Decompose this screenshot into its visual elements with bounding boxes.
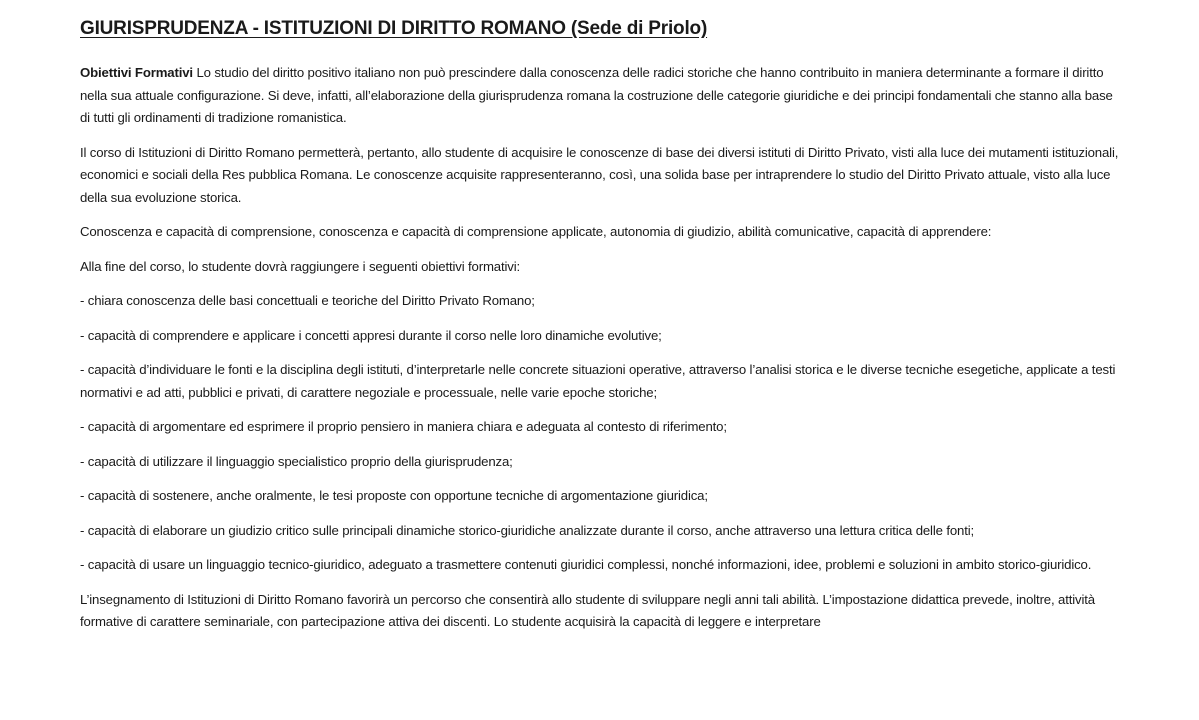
intro-paragraph <box>80 62 1120 130</box>
list-item-objective: - capacità di usare un linguaggio tecnico-giuridico, adeguato a trasmettere contenuti giuridici complessi, nonché informazioni, idee, problemi e soluzioni in ambito storico-giuridico. <box>80 557 1092 572</box>
paragraph-course-description: Il corso di Istituzioni di Diritto Romano permetterà, pertanto, allo studente di acquisire le conoscenze di base dei diversi istituti di Diritto Privato, visti alla luce dei mutamenti istituzionali, economici e sociali della Res pubblica Romana. Le conoscenze acquisite rappresenteranno, così, una solida base per intraprendere lo studio del Diritto Privato attuale, visto alla luce della sua evoluzione storica. <box>80 144 1119 205</box>
intro-text: Lo studio del diritto positivo italiano non può prescindere dalla conoscenza delle radici storiche che hanno contribuito in maniera determinante a formare il diritto nella sua attuale configurazione. Si deve, infatti, all’elaborazione della giurisprudenza romana la costruzione delle categorie giuridiche e dei principi fondamentali che stanno alla base di tutti gli ordinamenti di tradizione romanistica. <box>80 65 1113 125</box>
list-item-objective: - capacità di utilizzare il linguaggio specialistico proprio della giurisprudenza; <box>80 453 513 469</box>
intro-lead: Obiettivi Formativi <box>80 65 193 80</box>
page-title: GIURISPRUDENZA - ISTITUZIONI DI DIRITTO ROMANO (Sede di Priolo) <box>80 18 708 39</box>
paragraph-teaching-method: L’insegnamento di Istituzioni di Diritto Romano favorirà un percorso che consentirà allo studente di sviluppare negli anni tali abilità. L’impostazione didattica prevede, inoltre, attività formative di carattere seminariale, con partecipazione attiva dei discenti. Lo studente acquisirà la capacità di leggere e interpretare <box>80 591 1095 629</box>
document-page <box>80 18 1120 646</box>
list-item-objective: - capacità di comprendere e applicare i concetti appresi durante il corso nelle loro dinamiche evolutive; <box>80 327 662 343</box>
paragraph-objectives-intro: Alla fine del corso, lo studente dovrà raggiungere i seguenti obiettivi formativi: <box>80 258 520 274</box>
list-item-objective: - chiara conoscenza delle basi concettuali e teoriche del Diritto Privato Romano; <box>80 293 535 308</box>
list-item-objective: - capacità di sostenere, anche oralmente, le tesi proposte con opportune tecniche di argomentazione giuridica; <box>80 488 708 503</box>
list-item-objective: - capacità di argomentare ed esprimere il proprio pensiero in maniera chiara e adeguata al contesto di riferimento; <box>80 419 727 434</box>
list-item-objective: - capacità d’individuare le fonti e la disciplina degli istituti, d’interpretarle nelle concrete situazioni operative, attraverso l’analisi storica e le diverse tecniche esegetiche, applicate a testi normativi e ad atti, pubblici e privati, di carattere negoziale e processuale, nelle varie epoche storiche; <box>80 362 1116 400</box>
paragraph-competences: Conoscenza e capacità di comprensione, conoscenza e capacità di comprensione applicate, autonomia di giudizio, abilità comunicative, capacità di apprendere: <box>80 224 992 239</box>
list-item-objective: - capacità di elaborare un giudizio critico sulle principali dinamiche storico-giuridiche analizzate durante il corso, anche attraverso una lettura critica delle fonti; <box>80 522 975 538</box>
